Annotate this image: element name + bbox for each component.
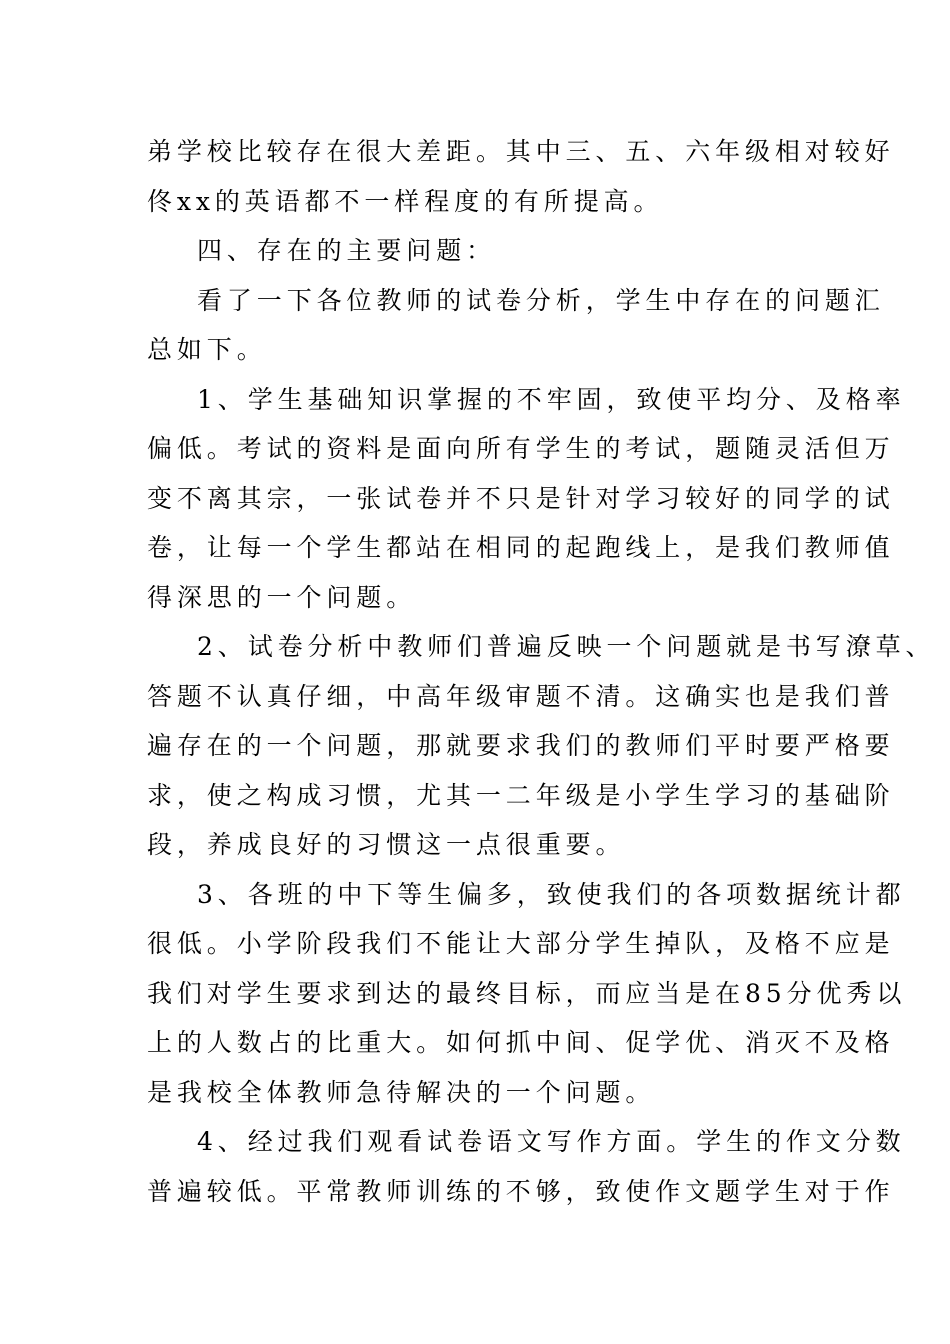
text-line: 总如下。 [147,335,267,364]
text-line: 遍存在的一个问题，那就要求我们的教师们平时要严格要 [147,731,895,760]
text-line: 看了一下各位教师的试卷分析，学生中存在的问题汇 [197,285,885,315]
text-line: 佟xx的英语都不一样程度的有所提高。 [147,186,664,216]
text-line: 答题不认真仔细，中高年级审题不清。这确实也是我们普 [147,681,895,711]
text-line: 4、经过我们观看试卷语文写作方面。学生的作文分数 [197,1127,906,1156]
section-heading: 四、存在的主要问题： [197,236,497,265]
text-line: 2、试卷分析中教师们普遍反映一个问题就是书写潦草、 [197,632,936,661]
text-line: 普遍较低。平常教师训练的不够，致使作文题学生对于作 [147,1176,895,1206]
text-line: 求，使之构成习惯，尤其一二年级是小学生学习的基础阶 [147,780,895,810]
document-page [147,127,936,1216]
text-line: 上的人数占的比重大。如何抓中间、促学优、消灭不及格 [147,1028,895,1057]
text-line: 偏低。考试的资料是面向所有学生的考试，题随灵活但万 [147,434,895,463]
text-line: 段，养成良好的习惯这一点很重要。 [147,830,626,859]
text-line: 1、学生基础知识掌握的不牢固，致使平均分、及格率 [197,384,906,414]
text-line: 弟学校比较存在很大差距。其中三、五、六年级相对较好 [147,137,895,166]
text-line: 是我校全体教师急待解决的一个问题。 [147,1077,656,1107]
text-line: 得深思的一个问题。 [147,582,417,612]
text-line: 很低。小学阶段我们不能让大部分学生掉队，及格不应是 [147,929,895,958]
text-line: 3、各班的中下等生偏多，致使我们的各项数据统计都 [197,879,906,909]
text-line: 变不离其宗，一张试卷并不只是针对学习较好的同学的试 [147,483,895,513]
text-line: 我们对学生要求到达的最终目标，而应当是在85分优秀以 [147,978,907,1008]
text-line: 卷，让每一个学生都站在相同的起跑线上，是我们教师值 [147,533,895,562]
